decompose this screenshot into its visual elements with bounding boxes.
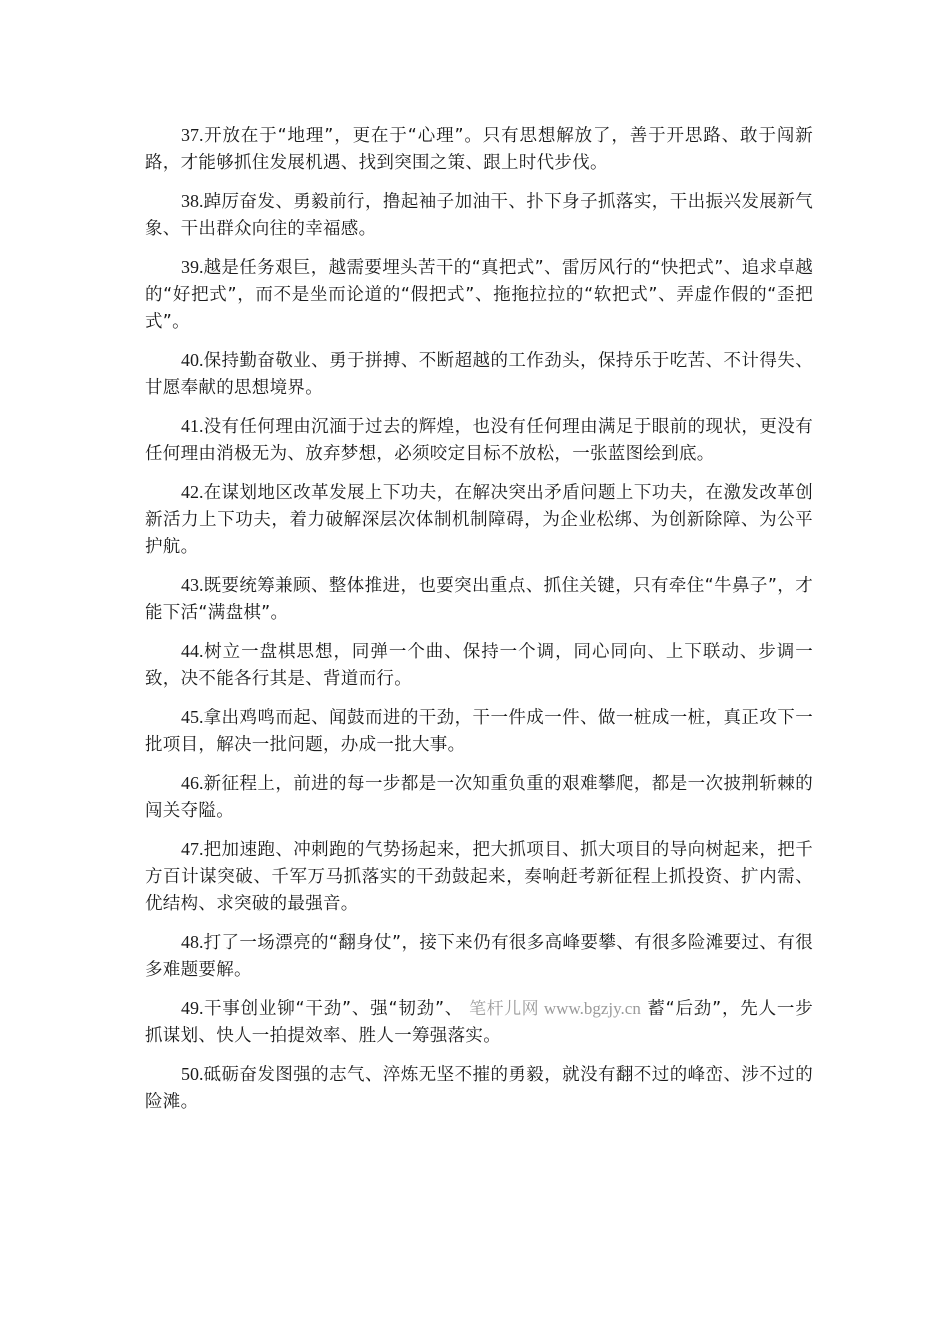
paragraph-47: [145, 836, 813, 918]
paragraph-text: 砥砺奋发图强的志气、淬炼无坚不摧的勇毅，就没有翻不过的峰峦、涉不过的险滩。: [145, 1065, 813, 1112]
paragraph-46: [145, 770, 813, 825]
paragraph-text: 开放在于“地理”，更在于“心理”。只有思想解放了，善于开思路、敢于闯新路，才能够抓住发展机遇、找到突围之策、跟上时代步伐。: [145, 126, 813, 173]
paragraph-number: 49.: [181, 998, 204, 1018]
paragraph-number: 46.: [181, 773, 204, 793]
paragraph-50: [145, 1061, 813, 1116]
paragraph-text: 在谋划地区改革发展上下功夫，在解决突出矛盾问题上下功夫，在激发改革创新活力上下功夫，着力破解深层次体制机制障碍，为企业松绑、为创新除障、为公平护航。: [145, 483, 813, 557]
watermark-text: 笔杆儿网 www.bgzjy.cn: [469, 999, 641, 1018]
paragraph-number: 43.: [181, 575, 204, 595]
paragraph-number: 38.: [181, 191, 204, 211]
paragraph-text: 踔厉奋发、勇毅前行，撸起袖子加油干、扑下身子抓落实，干出振兴发展新气象、干出群众向往的幸福感。: [145, 192, 813, 239]
paragraph-number: 39.: [181, 257, 204, 277]
paragraph-45: [145, 704, 813, 759]
paragraph-text: 没有任何理由沉湎于过去的辉煌，也没有任何理由满足于眼前的现状，更没有任何理由消极无为、放弃梦想，必须咬定目标不放松，一张蓝图绘到底。: [145, 417, 813, 464]
paragraph-text: 树立一盘棋思想，同弹一个曲、保持一个调，同心同向、上下联动、步调一致，决不能各行其是、背道而行。: [145, 642, 813, 689]
paragraph-38: [145, 188, 813, 243]
paragraph-number: 40.: [181, 350, 204, 370]
paragraph-41: [145, 413, 813, 468]
paragraph-48: [145, 929, 813, 984]
paragraph-39: [145, 254, 813, 336]
paragraph-number: 41.: [181, 416, 204, 436]
paragraph-number: 47.: [181, 839, 204, 859]
paragraph-text: 蓄“后劲”，先人一步抓谋划、快人一拍提效率、胜人一筹强落实。: [145, 999, 813, 1046]
paragraph-text: 拿出鸡鸣而起、闻鼓而进的干劲，干一件成一件、做一桩成一桩，真正攻下一批项目，解决一批问题，办成一批大事。: [145, 708, 813, 755]
paragraph-49: [145, 995, 813, 1050]
paragraph-43: [145, 572, 813, 627]
paragraph-text: 把加速跑、冲刺跑的气势扬起来，把大抓项目、抓大项目的导向树起来，把千方百计谋突破、千军万马抓落实的干劲鼓起来，奏响赶考新征程上抓投资、扩内需、优结构、求突破的最强音。: [145, 840, 813, 914]
paragraph-text: 越是任务艰巨，越需要埋头苦干的“真把式”、雷厉风行的“快把式”、追求卓越的“好把式”，而不是坐而论道的“假把式”、拖拖拉拉的“软把式”、弄虚作假的“歪把式”。: [145, 258, 813, 332]
paragraph-42: [145, 479, 813, 561]
paragraph-number: 37.: [181, 125, 204, 145]
paragraph-37: [145, 122, 813, 177]
paragraph-text: 新征程上，前进的每一步都是一次知重负重的艰难攀爬，都是一次披荆斩棘的闯关夺隘。: [145, 774, 813, 821]
paragraph-number: 48.: [181, 932, 204, 952]
paragraph-text: 既要统筹兼顾、整体推进，也要突出重点、抓住关键，只有牵住“牛鼻子”，才能下活“满盘棋”。: [145, 576, 813, 623]
paragraph-44: [145, 638, 813, 693]
paragraph-text: 保持勤奋敬业、勇于拼搏、不断超越的工作劲头，保持乐于吃苦、不计得失、甘愿奉献的思想境界。: [145, 351, 813, 398]
paragraph-number: 42.: [181, 482, 204, 502]
document-body: [145, 122, 813, 1127]
paragraph-40: [145, 347, 813, 402]
paragraph-text: 干事创业铆“干劲”、强“韧劲”、: [203, 999, 464, 1019]
paragraph-number: 44.: [181, 641, 204, 661]
paragraph-number: 45.: [181, 707, 204, 727]
paragraph-text: 打了一场漂亮的“翻身仗”，接下来仍有很多高峰要攀、有很多险滩要过、有很多难题要解。: [145, 933, 813, 980]
paragraph-number: 50.: [181, 1064, 204, 1084]
